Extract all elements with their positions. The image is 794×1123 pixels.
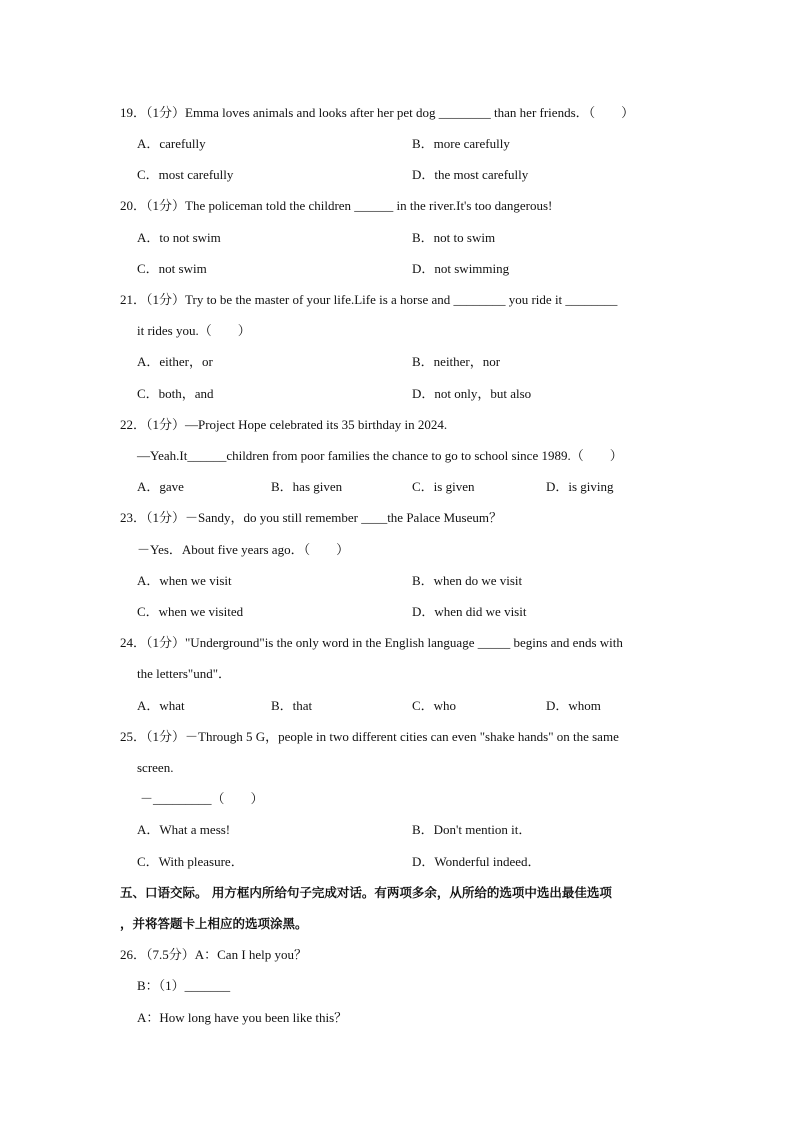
q23-option-b[interactable]: B．when do we visit (412, 573, 523, 588)
question-24-stem-cont: the letters"und"． (137, 666, 232, 681)
question-21-stem-cont: it rides you.（ ） (137, 323, 251, 338)
q25-option-a[interactable]: A．What a mess! (137, 822, 231, 837)
question-25-reply-blank: －_________（ ） (140, 791, 264, 806)
q22-option-d[interactable]: D．is giving (546, 479, 614, 494)
q21-option-b[interactable]: B．neither，nor (412, 354, 501, 369)
question-22-stem-cont: —Yeah.It______children from poor families the chance to go to school since 1989.（ ） (137, 448, 623, 463)
q19-option-a[interactable]: A．carefully (137, 136, 206, 151)
q22-option-a[interactable]: A．gave (137, 479, 184, 494)
question-25-stem: 25．（1分）－Through 5 G，people in two different cities can even "shake hands" on the same (120, 729, 619, 744)
q20-option-c[interactable]: C．not swim (137, 261, 207, 276)
q21-option-a[interactable]: A．either，or (137, 354, 213, 369)
q20-option-d[interactable]: D．not swimming (412, 261, 510, 276)
q22-option-c[interactable]: C．is given (412, 479, 475, 494)
q20-option-b[interactable]: B．not to swim (412, 230, 496, 245)
q21-option-d[interactable]: D．not only，but also (412, 386, 532, 401)
section-heading: 五、口语交际。 用方框内所给句子完成对话。有两项多余，从所给的选项中选出最佳选项 (120, 885, 612, 900)
q23-option-d[interactable]: D．when did we visit (412, 604, 527, 619)
question-24-stem: 24．（1分）"Underground"is the only word in the English language _____ begins and ends with (120, 635, 623, 650)
q26-dialogue-a2: A：How long have you been like this？ (137, 1010, 348, 1025)
q22-option-b[interactable]: B．has given (271, 479, 343, 494)
q24-option-b[interactable]: B．that (271, 698, 313, 713)
q25-option-c[interactable]: C．With pleasure． (137, 854, 244, 869)
q23-option-a[interactable]: A．when we visit (137, 573, 232, 588)
q19-option-d[interactable]: D．the most carefully (412, 167, 529, 182)
q25-option-d[interactable]: D．Wonderful indeed． (412, 854, 541, 869)
q23-option-c[interactable]: C．when we visited (137, 604, 244, 619)
q24-option-a[interactable]: A．what (137, 698, 185, 713)
question-23-stem-cont: －Yes．About five years ago．（ ） (137, 542, 350, 557)
question-25-stem-cont: screen. (137, 760, 174, 775)
q24-option-d[interactable]: D．whom (546, 698, 601, 713)
q25-option-b[interactable]: B．Don't mention it． (412, 822, 532, 837)
section-heading-cont: ，并将答题卡上相应的选项涂黑。 (120, 916, 308, 931)
question-21-stem: 21．（1分）Try to be the master of your life.Life is a horse and ________ you ride it ________ (120, 292, 618, 307)
question-19-stem: 19．（1分）Emma loves animals and looks after her pet dog ________ than her friends．（ ） (120, 105, 635, 120)
q20-option-a[interactable]: A．to not swim (137, 230, 221, 245)
q19-option-c[interactable]: C．most carefully (137, 167, 234, 182)
q26-dialogue-b1: B：（1）_______ (137, 978, 231, 993)
question-20-stem: 20．（1分）The policeman told the children ______ in the river.It's too dangerous! (120, 198, 553, 213)
q21-option-c[interactable]: C．both，and (137, 386, 214, 401)
q19-option-b[interactable]: B．more carefully (412, 136, 510, 151)
question-22-stem: 22．（1分）—Project Hope celebrated its 35 birthday in 2024. (120, 417, 448, 432)
question-23-stem: 23．（1分）－Sandy，do you still remember ____the Palace Museum？ (120, 510, 503, 525)
q24-option-c[interactable]: C．who (412, 698, 457, 713)
question-26-stem: 26．（7.5分）A：Can I help you？ (120, 947, 308, 962)
